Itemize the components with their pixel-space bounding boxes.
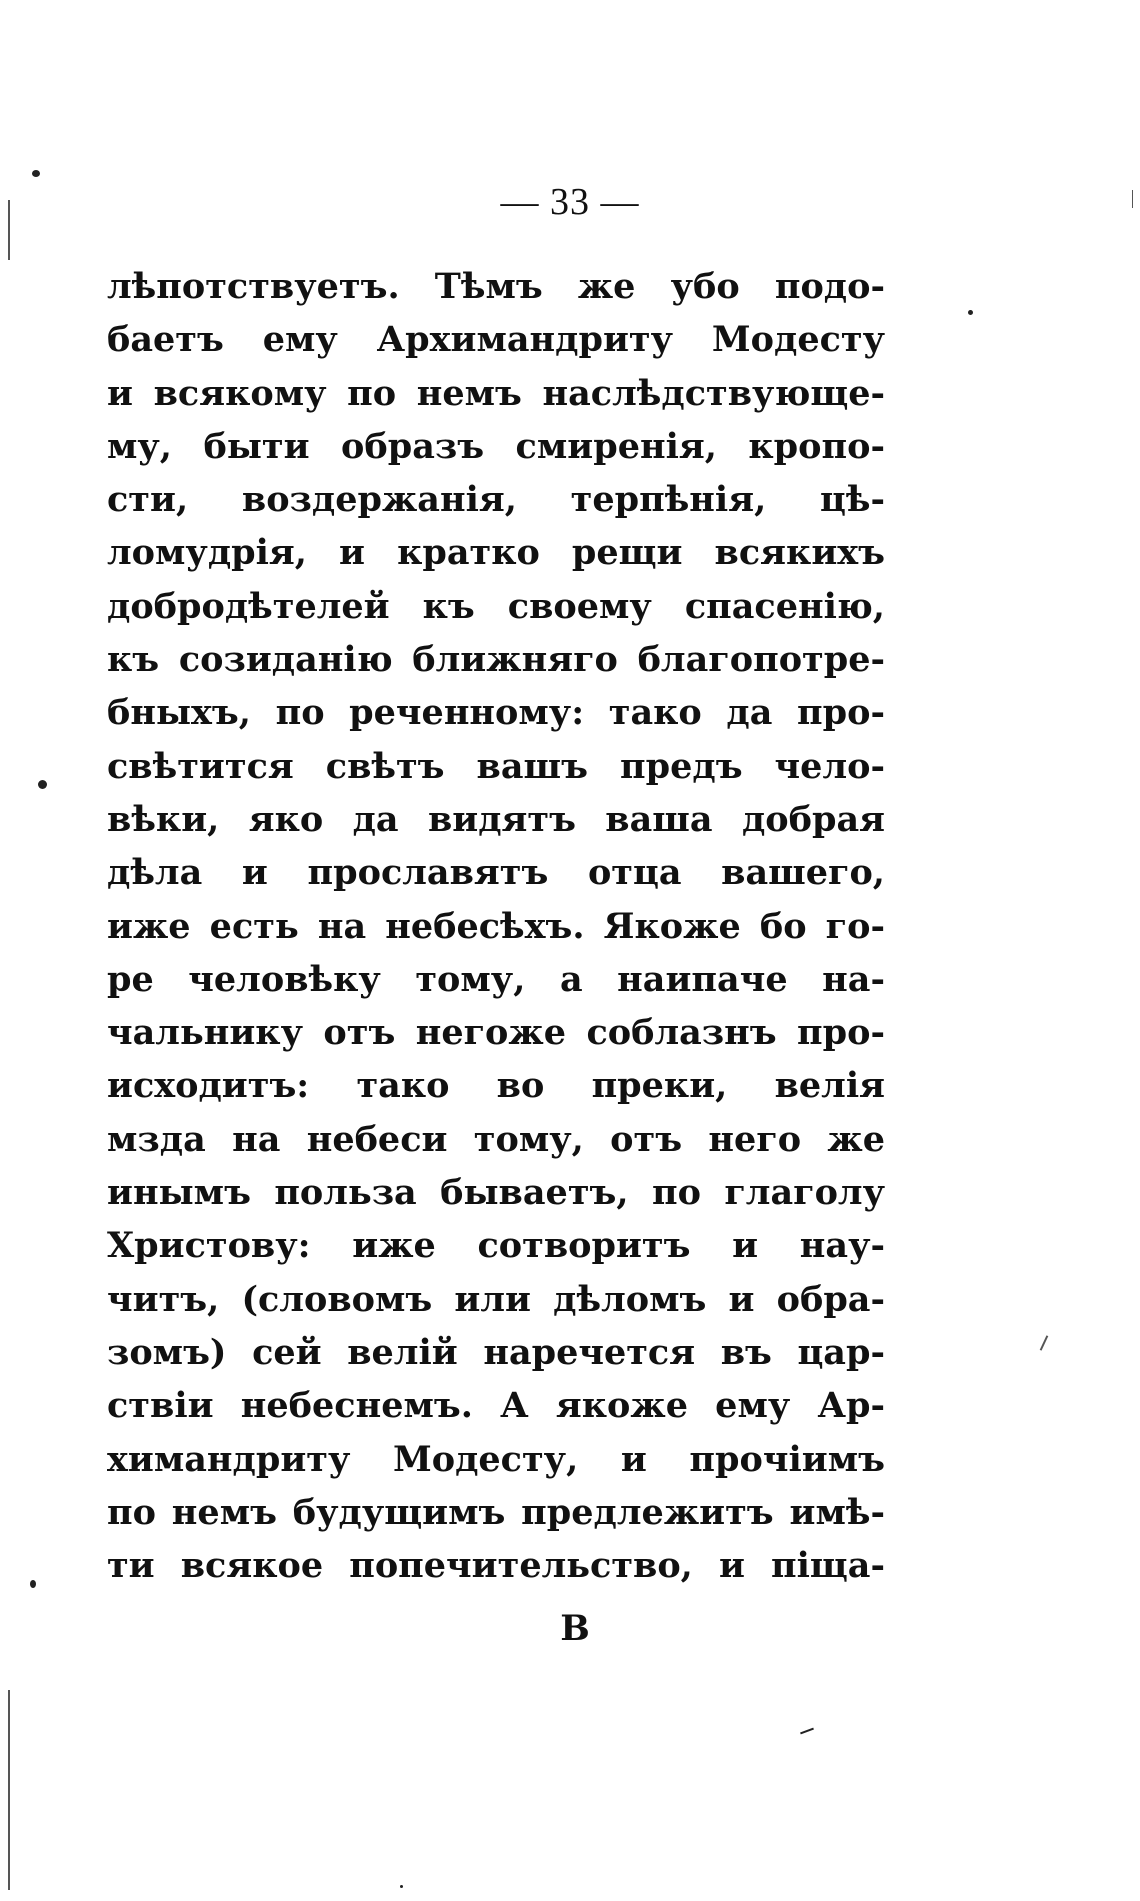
text-line: чальнику отъ негоже соблазнъ про- [107,1012,885,1054]
text-line: по немъ будущимъ предлежитъ имѣ- [107,1491,885,1533]
scan-speck [38,780,47,789]
text-line: ре человѣку тому, а наипаче на- [107,958,885,1000]
text-line: свѣтится свѣтъ вашъ предъ чело- [107,745,885,787]
text-line: ломудрія, и кратко рещи всякихъ [107,532,885,574]
scan-speck [968,310,973,315]
scan-edge [8,200,10,260]
scan-speck [30,1580,36,1588]
text-line: иже есть на небесѣхъ. Якоже бо го- [107,905,885,947]
scan-edge [1040,1335,1049,1350]
text-line: вѣки, яко да видятъ ваша добрая [107,798,885,840]
text-line: мзда на небеси тому, отъ него же [107,1118,885,1160]
text-line: бныхъ, по реченному: тако да про- [107,692,885,734]
text-line: читъ, (словомъ или дѣломъ и обра- [107,1278,885,1320]
signature-mark: В [560,1608,590,1649]
scan-edge [8,1690,10,1890]
scan-speck [32,170,40,177]
text-line: баетъ ему Архимандриту Модесту [107,319,885,361]
text-line: дѣла и прославятъ отца вашего, [107,852,885,894]
scan-speck [800,1728,814,1735]
text-line: лѣпотствуетъ. Тѣмъ же убо подо- [107,266,885,307]
text-line: Христову: иже сотворитъ и нау- [107,1225,885,1267]
text-line: къ созиданію ближняго благопотре- [107,639,885,681]
text-block [107,260,885,1592]
text-line: зомъ) сей велій наречется въ цар- [107,1331,885,1373]
text-line: химандриту Модесту, и прочіимъ [107,1438,885,1480]
text-line: ти всякое попечительство, и піща- [107,1545,885,1587]
text-line: му, быти образъ смиренія, кропо- [107,425,885,467]
text-line: добродѣтелей къ своему спасенію, [107,585,885,627]
text-line: инымъ польза бываетъ, по глаголу [107,1172,885,1214]
page-number: — 33 — [500,181,640,223]
scan-speck [400,1885,403,1888]
scan-edge [1132,190,1133,208]
text-line: сти, воздержанія, терпѣнія, цѣ- [107,479,885,521]
text-line: ствіи небеснемъ. А якоже ему Ар- [107,1385,885,1427]
text-line: исходитъ: тако во преки, велія [107,1065,885,1107]
text-line: и всякому по немъ наслѣдствующе- [107,372,885,414]
